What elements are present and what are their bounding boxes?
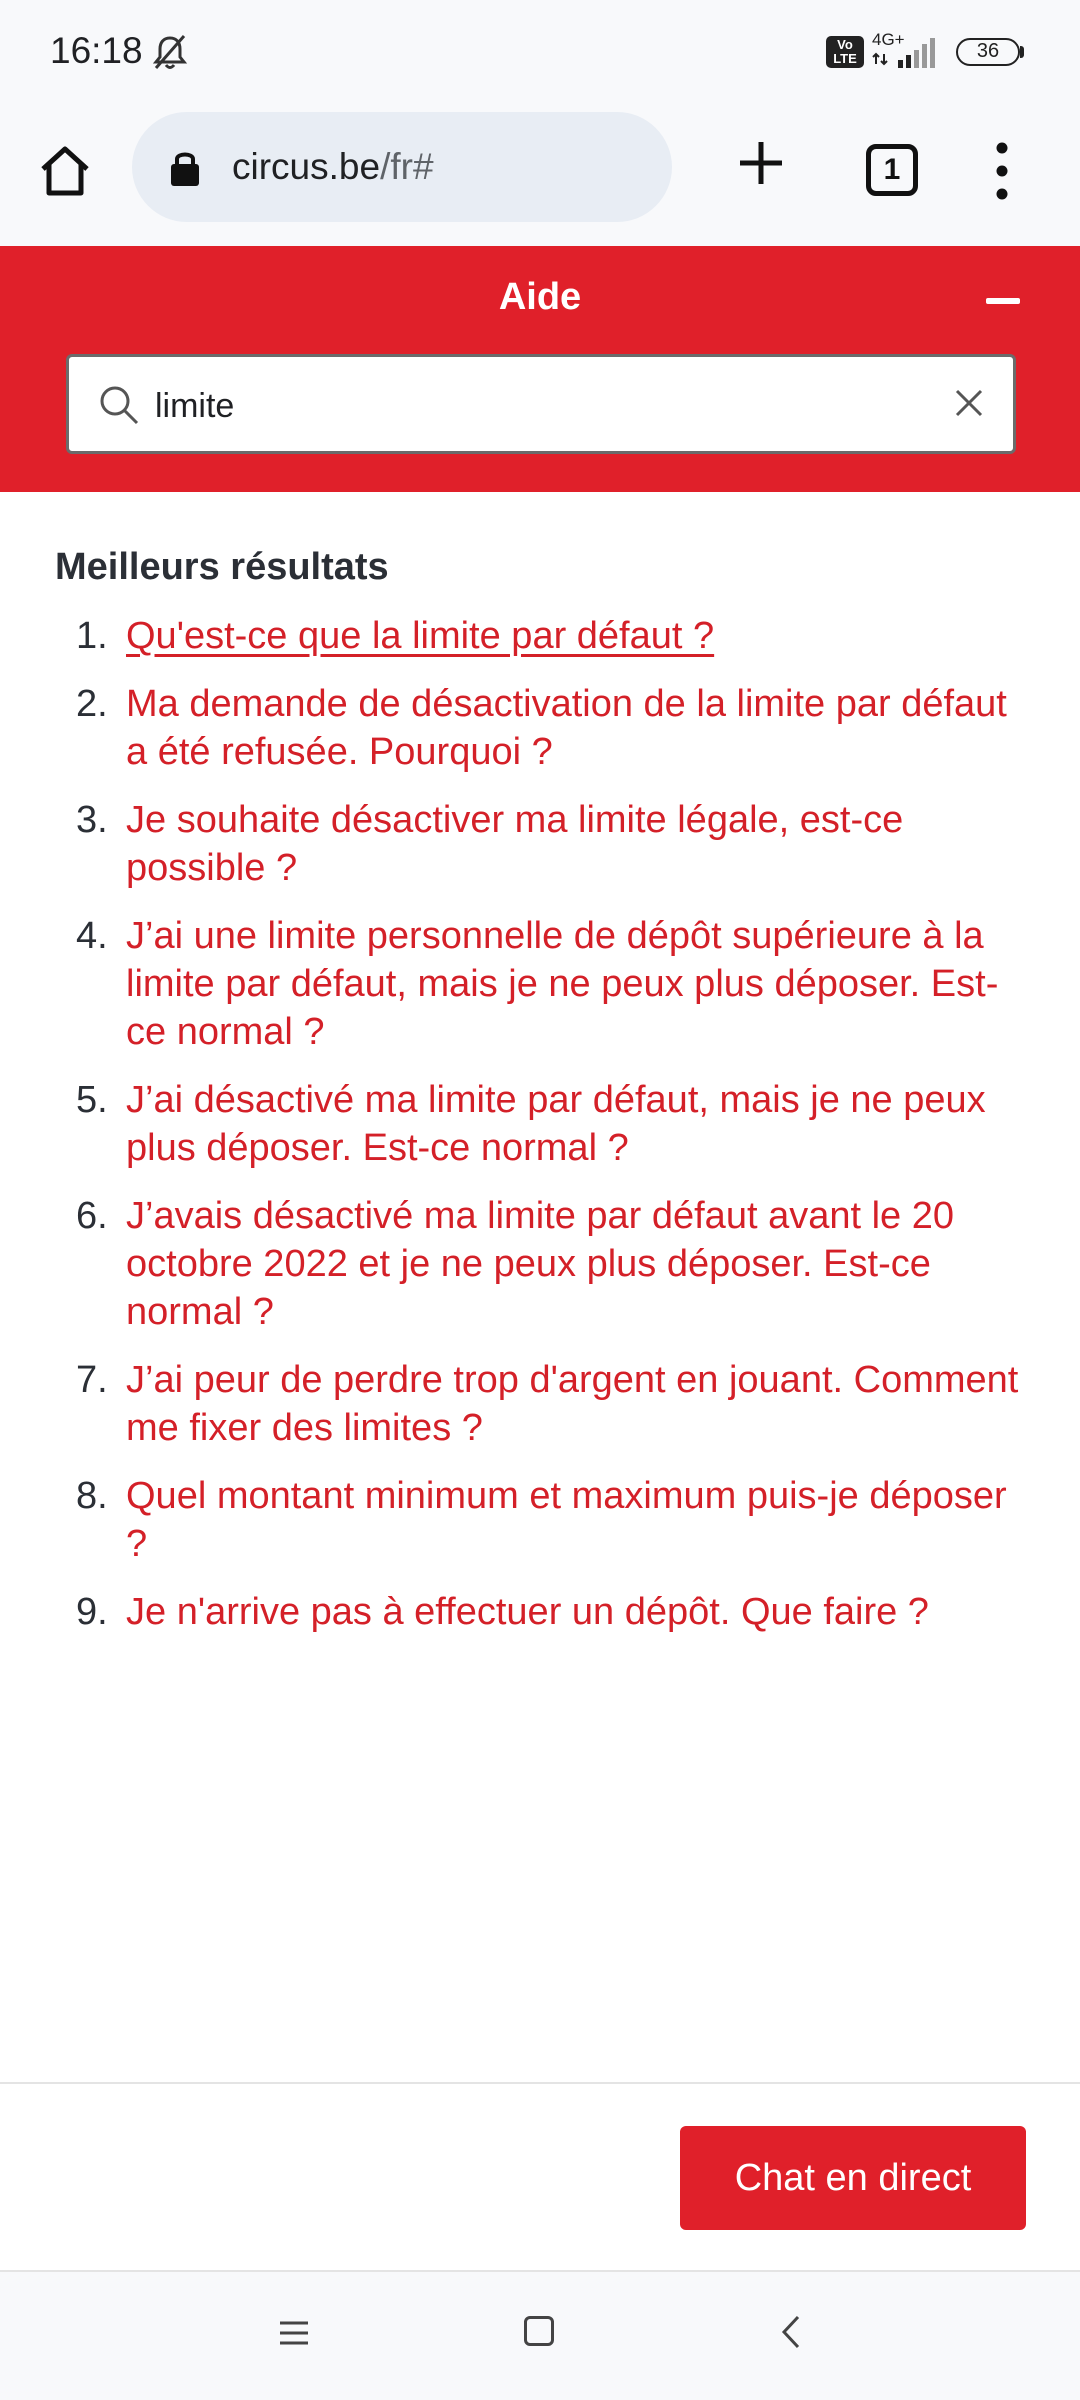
help-search-input[interactable] (155, 383, 915, 429)
result-link[interactable]: Ma demande de désactivation de la limite par défaut a été refusée. Pourquoi ? (126, 683, 1007, 773)
more-menu-icon[interactable] (976, 138, 1028, 204)
result-item (0, 612, 1080, 660)
result-link[interactable]: J’ai une limite personnelle de dépôt supérieure à la limite par défaut, mais je ne peux plus déposer. Est-ce normal ? (126, 915, 999, 1053)
browser-home-button[interactable] (30, 136, 100, 206)
result-item (0, 1076, 1080, 1172)
result-number: 7. (76, 1359, 108, 1401)
result-number: 8. (76, 1475, 108, 1517)
result-item (0, 912, 1080, 1056)
results-list (0, 612, 1080, 1656)
result-number: 2. (76, 683, 108, 725)
url-host: circus.be (232, 146, 381, 187)
new-tab-plus-icon[interactable] (726, 128, 796, 198)
status-time: 16:18 (50, 30, 143, 71)
volte-icon: Vo LTE (826, 36, 864, 68)
help-title: Aide (498, 276, 582, 318)
clear-search-icon[interactable] (949, 383, 989, 423)
network-type: 4G+ (872, 30, 905, 49)
result-item (0, 796, 1080, 892)
result-item (0, 1588, 1080, 1636)
url-path: /fr# (380, 146, 434, 187)
result-number: 3. (76, 799, 108, 841)
recents-menu-icon[interactable] (278, 2318, 310, 2348)
help-search-box (66, 354, 1016, 454)
browser-toolbar (0, 106, 1080, 246)
url-text (232, 146, 434, 188)
tab-switcher-button[interactable]: 1 (866, 144, 918, 196)
system-nav-bar (0, 2272, 1080, 2400)
home-icon (37, 143, 93, 199)
address-bar[interactable] (132, 112, 672, 222)
collapse-minus-icon[interactable] (986, 298, 1020, 304)
signal-icon (870, 34, 940, 70)
result-number: 6. (76, 1195, 108, 1237)
battery-tip (1020, 46, 1024, 58)
result-link[interactable]: J’ai désactivé ma limite par défaut, mais je ne peux plus déposer. Est-ce normal ? (126, 1079, 986, 1169)
result-link[interactable]: Quel montant minimum et maximum puis-je déposer ? (126, 1475, 1007, 1565)
chat-footer (0, 2082, 1080, 2272)
result-item (0, 1356, 1080, 1452)
nav-back-icon[interactable] (776, 2314, 806, 2350)
nav-home-icon[interactable] (524, 2316, 554, 2346)
live-chat-button[interactable]: Chat en direct (680, 2126, 1026, 2230)
result-item (0, 1192, 1080, 1336)
result-link[interactable]: Qu'est-ce que la limite par défaut ? (126, 615, 715, 657)
result-number: 9. (76, 1591, 108, 1633)
result-number: 4. (76, 915, 108, 957)
bell-muted-icon (150, 32, 190, 72)
result-link[interactable]: J’ai peur de perdre trop d'argent en jouant. Comment me fixer des limites ? (126, 1359, 1019, 1449)
result-link[interactable]: Je souhaite désactiver ma limite légale, est-ce possible ? (126, 799, 904, 889)
search-icon (97, 383, 141, 427)
battery-indicator: 36 (956, 38, 1020, 66)
result-number: 5. (76, 1079, 108, 1121)
results-heading: Meilleurs résultats (55, 546, 389, 588)
lock-icon (168, 148, 202, 188)
status-bar (0, 0, 1080, 106)
result-item (0, 680, 1080, 776)
result-link[interactable]: Je n'arrive pas à effectuer un dépôt. Que faire ? (126, 1591, 929, 1633)
result-item (0, 1472, 1080, 1568)
result-link[interactable]: J’avais désactivé ma limite par défaut avant le 20 octobre 2022 et je ne peux plus déposer. Est-ce normal ? (126, 1195, 954, 1333)
help-header (0, 246, 1080, 492)
result-number: 1. (76, 615, 108, 657)
